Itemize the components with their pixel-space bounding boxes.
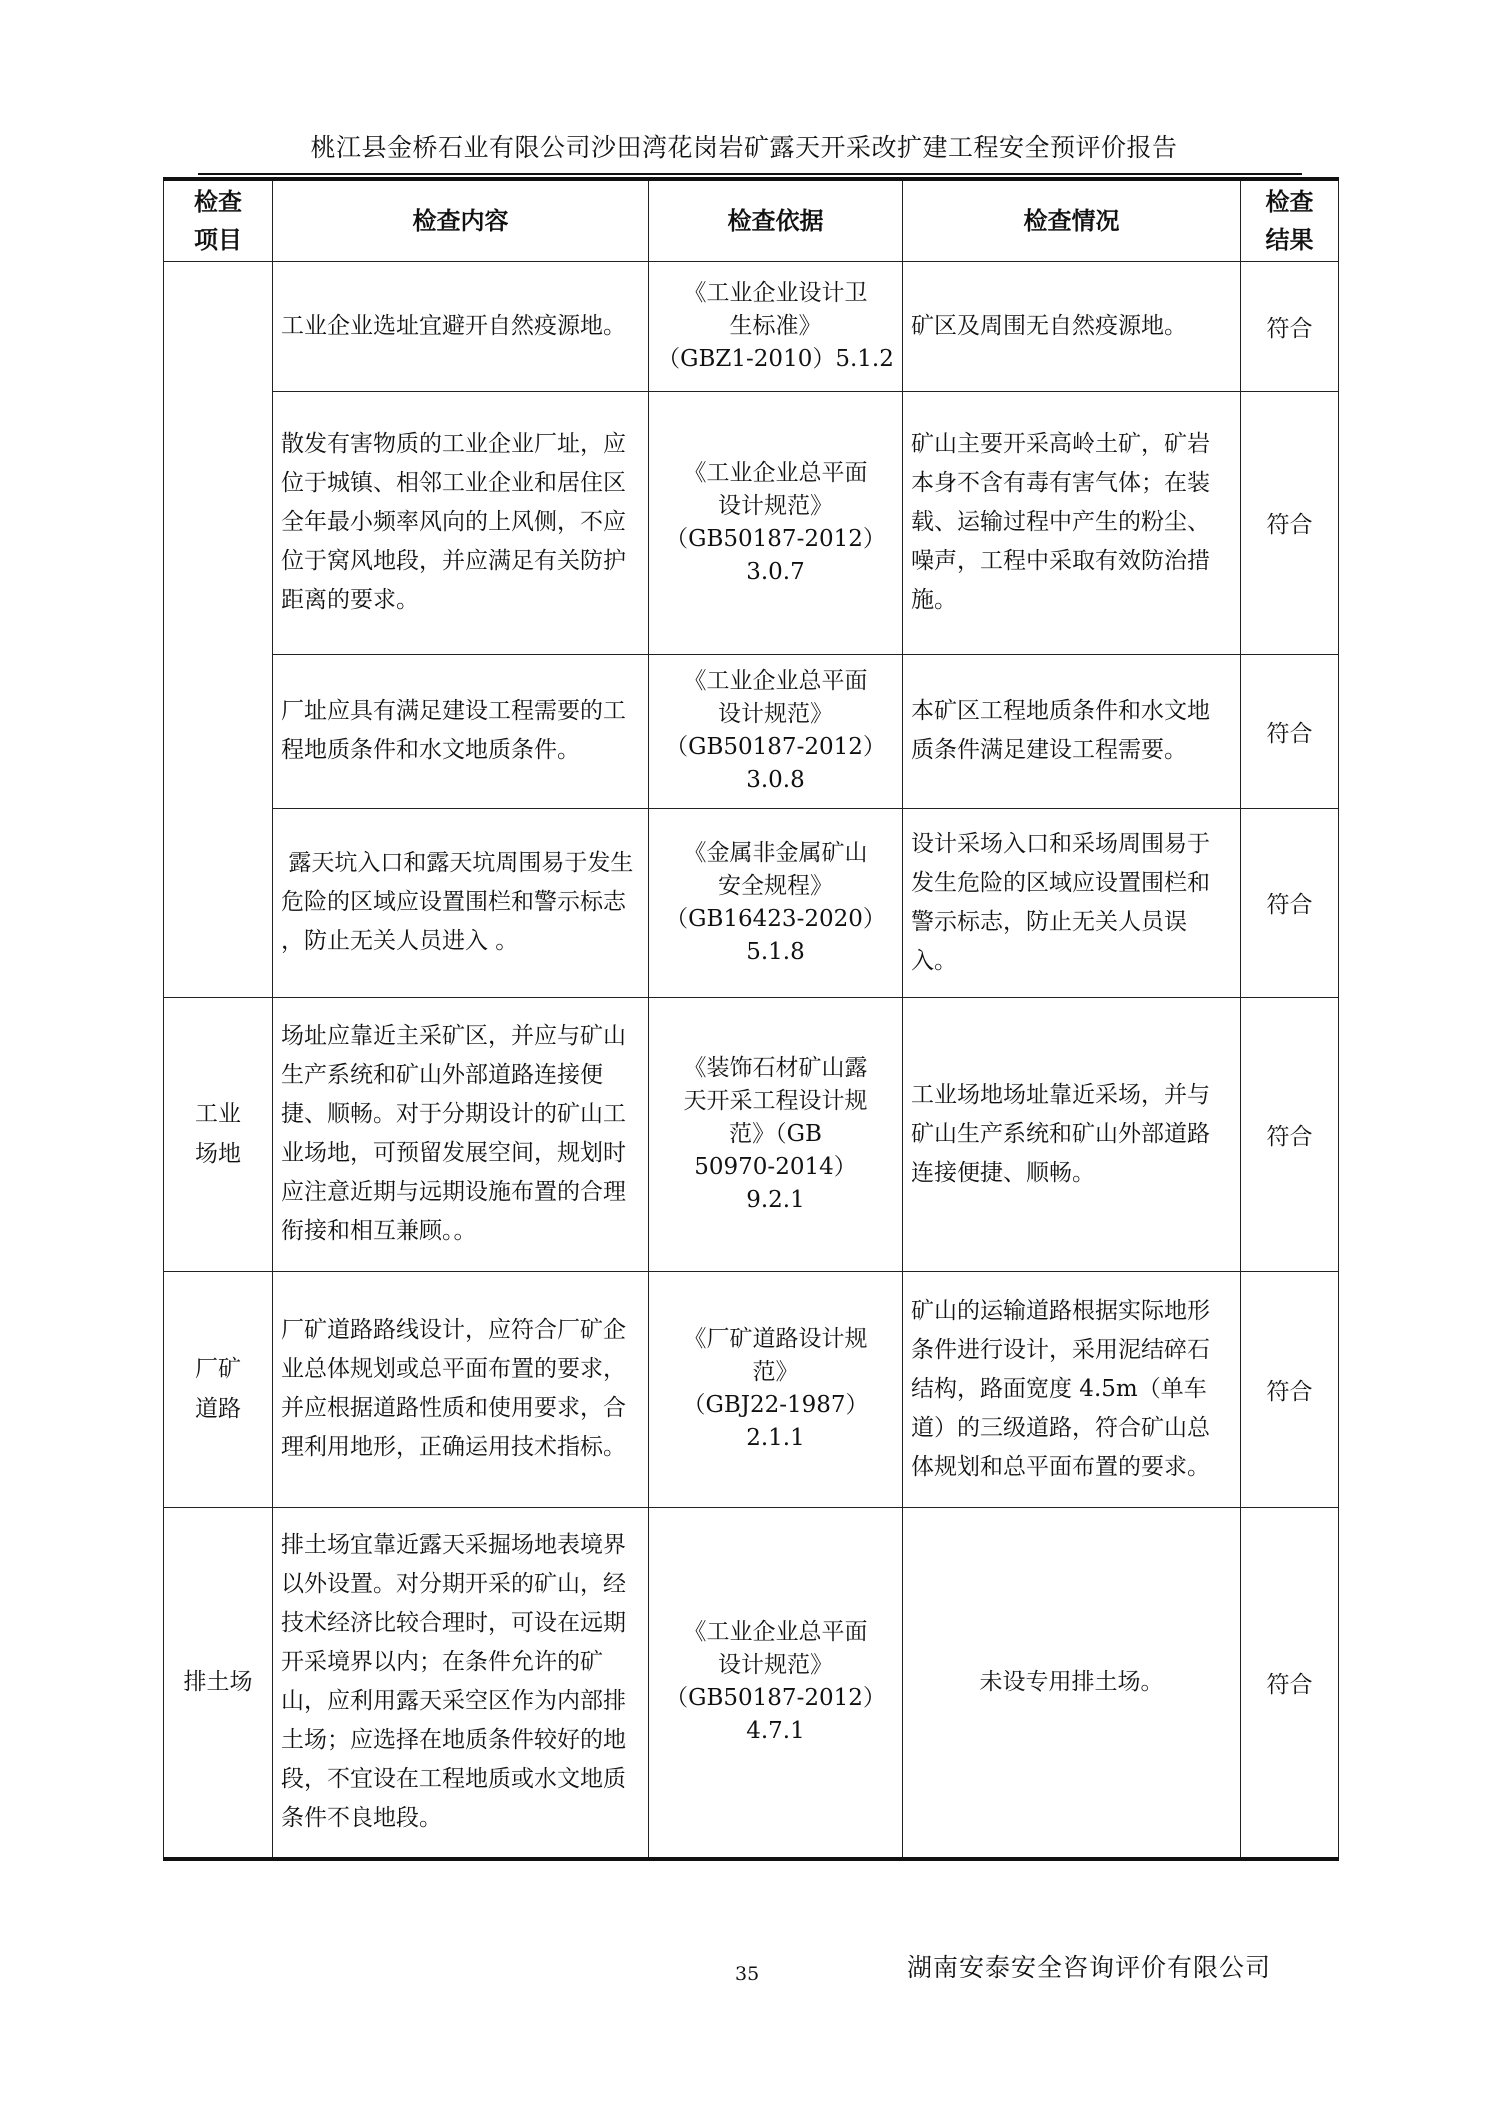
table-row: [164, 391, 1339, 654]
row-basis: 《厂矿道路设计规 范》 （GBJ22-1987）2.1.1: [649, 1271, 903, 1507]
row-status: 矿山主要开采高岭土矿，矿岩本身不含有毒有害气体；在装载、运输过程中产生的粉尘、噪声，工程中采取有效防治措施。: [903, 391, 1241, 654]
row-status: 矿山的运输道路根据实际地形条件进行设计，采用泥结碎石结构，路面宽度 4.5m（单车道）的三级道路，符合矿山总体规划和总平面布置的要求。: [903, 1271, 1241, 1507]
page-header-title: 桃江县金桥石业有限公司沙田湾花岗岩矿露天开采改扩建工程安全预评价报告: [310, 133, 1178, 162]
row-item-label: 排土场: [164, 1507, 273, 1859]
row-content: 场址应靠近主采矿区，并应与矿山生产系统和矿山外部道路连接便捷、顺畅。对于分期设计的矿山工业场地，可预留发展空间，规划时应注意近期与远期设施布置的合理衔接和相互兼顾。。: [273, 997, 649, 1271]
table-row: [164, 654, 1339, 808]
footer-company-name: 湖南安泰安全咨询评价有限公司: [907, 1953, 1272, 1982]
row-status: 未设专用排土场。: [903, 1507, 1241, 1859]
row-item-label: 厂矿 道路: [164, 1271, 273, 1507]
row-item-label: [164, 261, 273, 997]
row-basis: 《工业企业设计卫 生标准》 （GBZ1-2010）5.1.2: [649, 261, 903, 391]
row-item-label: 工业 场地: [164, 997, 273, 1271]
table-row: [164, 1271, 1339, 1507]
row-content: 厂矿道路路线设计，应符合厂矿企业总体规划或总平面布置的要求，并应根据道路性质和使用要求，合理利用地形，正确运用技术指标。: [273, 1271, 649, 1507]
row-result: 符合: [1241, 997, 1339, 1271]
row-result: 符合: [1241, 654, 1339, 808]
row-basis: 《工业企业总平面 设计规范》 （GB50187-2012） 3.0.8: [649, 654, 903, 808]
table-row: [164, 808, 1339, 997]
row-result: 符合: [1241, 391, 1339, 654]
column-header-basis: 检查依据: [649, 179, 903, 261]
row-content: 厂址应具有满足建设工程需要的工程地质条件和水文地质条件。: [273, 654, 649, 808]
column-header-result: 检查 结果: [1241, 179, 1339, 261]
column-header-content: 检查内容: [273, 179, 649, 261]
column-header-status: 检查情况: [903, 179, 1241, 261]
header-rule: [198, 173, 1302, 175]
table-row: [164, 261, 1339, 391]
table-row: [164, 1507, 1339, 1859]
row-status: 设计采场入口和采场周围易于发生危险的区域应设置围栏和警示标志，防止无关人员误入。: [903, 808, 1241, 997]
row-basis: 《工业企业总平面 设计规范》 （GB50187-2012） 3.0.7: [649, 391, 903, 654]
row-basis: 《工业企业总平面 设计规范》 （GB50187-2012） 4.7.1: [649, 1507, 903, 1859]
row-result: 符合: [1241, 261, 1339, 391]
row-status: 矿区及周围无自然疫源地。: [903, 261, 1241, 391]
page-number: 35: [735, 1963, 760, 1985]
row-content: 散发有害物质的工业企业厂址，应位于城镇、相邻工业企业和居住区全年最小频率风向的上风侧，不应位于窝风地段，并应满足有关防护距离的要求。: [273, 391, 649, 654]
row-result: 符合: [1241, 1507, 1339, 1859]
table-row: [164, 997, 1339, 1271]
table-header-row: [164, 179, 1339, 261]
row-content: 露天坑入口和露天坑周围易于发生危险的区域应设置围栏和警示标志 ，防止无关人员进入 。: [273, 808, 649, 997]
row-status: 工业场地场址靠近采场，并与矿山生产系统和矿山外部道路连接便捷、顺畅。: [903, 997, 1241, 1271]
row-basis: 《装饰石材矿山露 天开采工程设计规 范》（GB 50970-2014） 9.2.1: [649, 997, 903, 1271]
row-basis: 《金属非金属矿山 安全规程》 （GB16423-2020） 5.1.8: [649, 808, 903, 997]
column-header-item: 检查 项目: [164, 179, 273, 261]
row-content: 工业企业选址宜避开自然疫源地。: [273, 261, 649, 391]
row-status: 本矿区工程地质条件和水文地质条件满足建设工程需要。: [903, 654, 1241, 808]
row-result: 符合: [1241, 1271, 1339, 1507]
row-result: 符合: [1241, 808, 1339, 997]
row-content: 排土场宜靠近露天采掘场地表境界以外设置。对分期开采的矿山，经技术经济比较合理时，可设在远期开采境界以内；在条件允许的矿山，应利用露天采空区作为内部排土场；应选择在地质条件较好的地段，不宜设在工程地质或水文地质条件不良地段。: [273, 1507, 649, 1859]
inspection-table: [163, 177, 1339, 1861]
